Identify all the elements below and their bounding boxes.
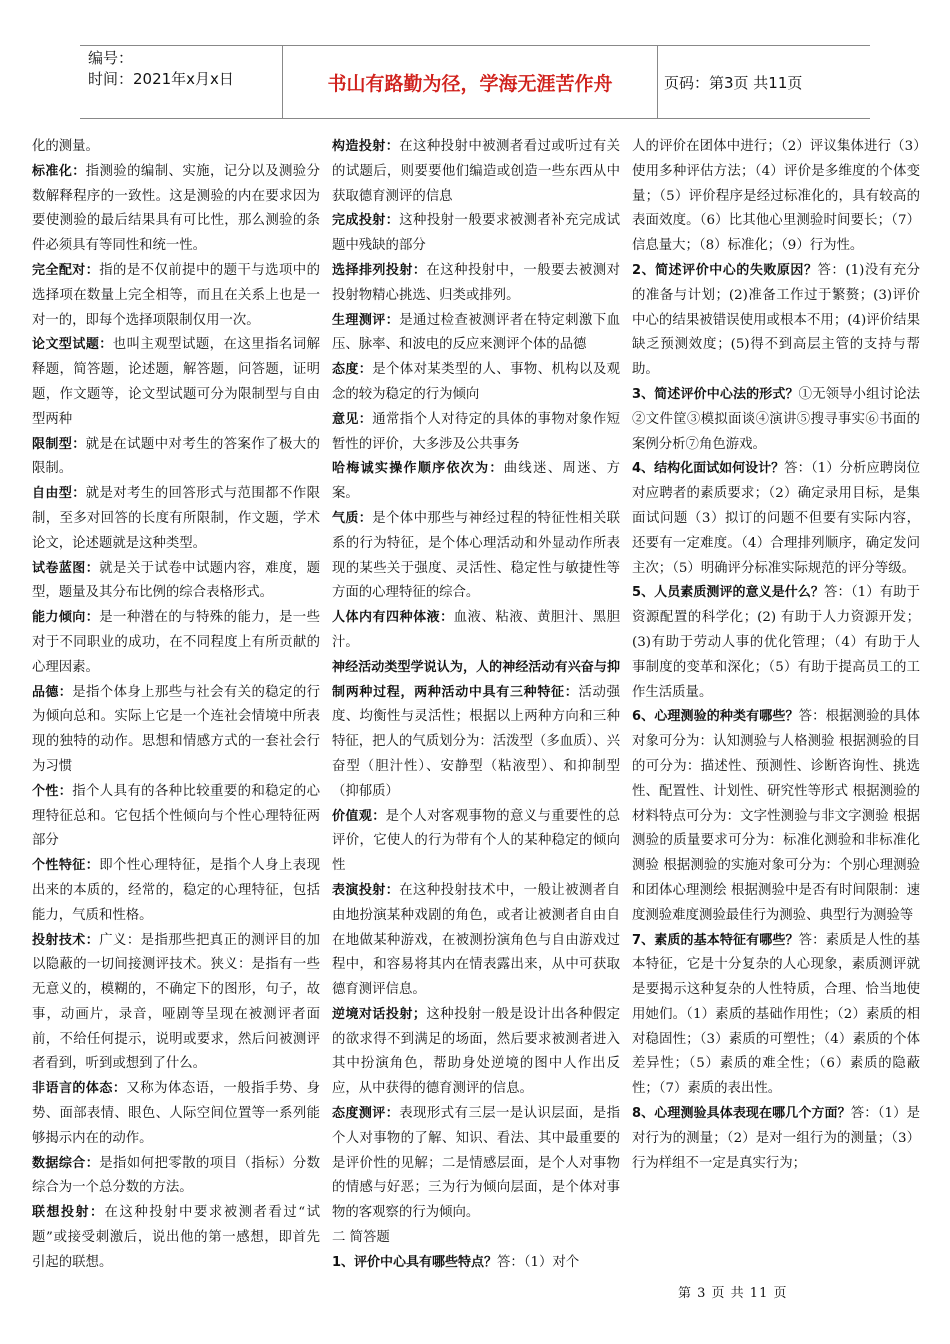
paragraph-text: 在这种投射中被测者看过或听过有关的试题后，则要要他们编造或创造一些东西从中获取德育测评的信息: [332, 139, 620, 204]
term-label: 1、评价中心具有哪些特点？: [332, 1254, 498, 1270]
paragraph-text: 是指如何把零散的项目（指标）分数综合为一个总分数的方法。: [32, 1155, 320, 1196]
paragraph: [332, 135, 620, 209]
term-label: 能力倾向：: [32, 610, 100, 626]
paragraph: [32, 333, 320, 432]
paragraph: [332, 1251, 620, 1276]
header-meta: [88, 46, 286, 120]
paragraph: [32, 929, 320, 1078]
document-header: [80, 45, 870, 119]
paragraph-text: 在这种投射技术中，一般让被测者自由地扮演某种戏剧的角色，或者让被测者自由自在地做某种游戏，在被测扮演角色与自由游戏过程中，和容易将其内在情表露出来，从中可获取德育测评信息。: [332, 882, 620, 998]
paragraph-text: 人的评价在团体中进行；（2）评议集体进行（3）使用多种评估方法；（4）评价是多维度的个体变量；（5）评价程序是经过标准化的，具有较高的表面效度。（6）比其他心里测验时间要长；（7）信息量大；（8）标准化；（9）行为性。: [632, 139, 920, 254]
paragraph: [32, 160, 320, 259]
term-label: 气质：: [332, 510, 373, 526]
term-label: 4、结构化面试如何设计？: [632, 461, 785, 477]
paragraph-text: 也叫主观型试题，在这里指名词解释题，简答题，论述题，解答题，问答题，证明题，作文题等，论文型试题可分为限制型与自由型两种: [32, 337, 320, 427]
paragraph-text: 答：（1）分析应聘岗位对应聘者的素质要求；（2）确定录用目标，是集面试问题（3）拟订的问题不但要有实际内容，还要有一定难度。（4）合理排列顺序，确定发问主次；（5）明确评分标准实际规范的评分等级。: [632, 461, 920, 576]
paragraph-text: 答：根据测验的具体对象可分为：认知测验与人格测验 根据测验的目的可分为：描述性、预测性、诊断咨询性、挑选性、配置性、计划性、研究性等形式 根据测验的材料特点可分为：文字性测验与非文字测验 根据测验的质量要求可分为：标准化测验和非标准化测验 根据测验的实施对象可分为：个别心理测验和团体心理测绘 根据测验中是否有时间限制：速度测验难度测验最佳行为测验、典型行为测验等: [632, 709, 921, 923]
paragraph-text: 是通过检查被测评者在特定刺激下血压、脉率、和波电的反应来测评个体的品德: [332, 312, 620, 353]
term-label: 8、心理测验具体表现在哪几个方面？: [632, 1106, 851, 1122]
paragraph-text: 在这种投射中要求被测者看过“试题”或接受刺激后，说出他的第一感想，即首先引起的联想。: [32, 1205, 320, 1270]
paragraph: [332, 408, 620, 458]
paragraph-text: ①无领导小组讨论法②文件筐③模拟面谈④演讲⑤搜寻事实⑥书面的案例分析⑦角色游戏。: [632, 386, 921, 452]
paragraph-text: 是个体中那些与神经过程的特征性相关联系的行为特征，是个体心理活动和外显动作所表现的某些关于强度、灵活性、稳定性与敏捷性等方面的心理特征的综合。: [332, 510, 620, 601]
header-motto: 书山有路勤为径，学海无涯苦作舟: [282, 46, 658, 118]
paragraph: [632, 135, 920, 259]
term-label: 限制型：: [32, 436, 86, 452]
paragraph-text: 这种投射一般是设计出各种假定的欲求得不到满足的场面，然后要求被测者进入其中扮演角色，帮助身处逆境的图中人作出反应，从中获得的德育测评的信息。: [332, 1006, 620, 1097]
paragraph-text: 指测验的编制、实施，记分以及测验分数解释程序的一致性。这是测验的内在要求因为要使测验的最后结果具有可比性，那么测验的条件必须具有等同性和统一性。: [32, 163, 320, 254]
paragraph: [632, 929, 920, 1103]
paragraph: [632, 705, 920, 928]
paragraph-text: 答：素质是人性的基本特征，它是十分复杂的人心现象，素质测评就是要揭示这种复杂的人性特质，合理、恰当地使用她们。（1）素质的基础作用性；（2）素质的相对稳固性；（3）素质的可塑性；（4）素质的个体差异性；（5）素质的难全性；（6）素质的隐蔽性；（7）素质的表出性。: [632, 932, 921, 1097]
text-column-3: [632, 135, 920, 1176]
paragraph: [32, 557, 320, 607]
paragraph-text: 这种投射一般要求被测者补充完成试题中残缺的部分: [332, 213, 620, 254]
term-label: 论文型试题：: [32, 337, 113, 353]
paragraph: [32, 606, 320, 680]
paragraph-text: 又称为体态语，一般指手势、身势、面部表情、眼色、人际空间位置等一系列能够揭示内在的动作。: [32, 1081, 320, 1146]
term-label: 态度测评：: [332, 1106, 400, 1122]
number-label: 编号：: [88, 49, 134, 67]
term-label: 品德：: [32, 684, 73, 700]
paragraph: [32, 259, 320, 333]
paragraph-text: 答：（1）对个: [497, 1254, 580, 1270]
paragraph-text: 答：（1）是对行为的测量；（2）是对一组行为的测量；（3）行为样组不一定是真实行为；: [632, 1106, 921, 1171]
paragraph: [32, 681, 320, 780]
paragraph: [332, 259, 620, 309]
term-label: 7、素质的基本特征有哪些？: [632, 932, 799, 948]
paragraph: [332, 879, 620, 1003]
paragraph-text: 活动强度、均衡性与灵活性；根据以上两种方向和三种特征，把人的气质划分为：活泼型（多血质）、兴奋型（胆汁性）、安静型（粘液型）、和抑制型（抑郁质）: [332, 684, 620, 799]
paragraph: [332, 309, 620, 359]
paragraph-text: 就是在试题中对考生的答案作了极大的限制。: [32, 436, 320, 477]
paragraph: [32, 1077, 320, 1151]
header-page-label: 页码：第3页 共11页: [664, 73, 803, 92]
paragraph-text: 指的是不仅前提中的题干与选项中的选择项在数量上完全相等，而且在关系上也是一对一的，即每个选择项限制仅用一次。: [32, 262, 320, 328]
paragraph: [32, 1152, 320, 1202]
term-label: 标准化：: [32, 163, 86, 179]
paragraph-text: 指个人具有的各种比较重要的和稳定的心理特征总和。它包括个性倾向与个性心理特征两部分: [32, 783, 320, 849]
term-label: 构造投射：: [332, 139, 400, 154]
term-label: 价值观：: [332, 808, 386, 824]
paragraph: [332, 656, 620, 805]
paragraph-text: 就是对考生的回答形式与范围都不作限制，至多对回答的长度有所限制，作文题，学术论文，论述题就是这种类型。: [32, 486, 320, 551]
paragraph: [32, 854, 320, 928]
paragraph-text: 曲线迷、周迷、方案。: [332, 461, 620, 502]
term-label: 联想投射：: [32, 1205, 105, 1221]
paragraph: [332, 805, 620, 879]
term-label: 逆境对话投射；: [332, 1006, 426, 1022]
term-label: 完成投射：: [332, 213, 400, 229]
term-label: 5、人员素质测评的意义是什么？: [632, 585, 824, 601]
paragraph: [332, 457, 620, 507]
term-label: 个性特征：: [32, 858, 100, 874]
paragraph-text: 是个体对某类型的人、事物、机构以及观念的较为稳定的行为倾向: [332, 362, 620, 402]
paragraph: [32, 780, 320, 854]
term-label: 态度：: [332, 362, 373, 378]
paragraph-text: 广义：是指那些把真正的测评目的加以隐蔽的一切间接测评技术。狭义：是指有一些无意义的，模糊的，不确定下的图形，句子，故事，动画片，录音，哑剧等呈现在被测评者面前，不给任何提示，说明或要求，然后问被测评者看到，听到或想到了什么。: [32, 932, 320, 1072]
term-label: 生理测评：: [332, 312, 400, 328]
paragraph: [32, 135, 320, 160]
term-label: 6、心理测验的种类有哪些？: [632, 709, 799, 725]
term-label: 完全配对：: [32, 262, 100, 278]
paragraph: [332, 358, 620, 408]
paragraph: [332, 1003, 620, 1102]
paragraph: [332, 606, 620, 656]
term-label: 个性：: [32, 783, 73, 799]
term-label: 投射技术：: [32, 932, 100, 948]
paragraph: [332, 1102, 620, 1226]
paragraph: [332, 507, 620, 606]
paragraph: [32, 433, 320, 483]
term-label: 哈梅诚实操作顺序依次为：: [332, 461, 504, 477]
paragraph-text: 是指个体身上那些与社会有关的稳定的行为倾向总和。实际上它是一个连社会情境中所表现的独特的动作。思想和情感方式的一套社会行为习惯: [32, 684, 320, 774]
paragraph: [632, 383, 920, 457]
term-label: 自由型：: [32, 486, 86, 502]
paragraph: [632, 259, 920, 383]
paragraph-text: 即个性心理特征，是指个人身上表现出来的本质的，经常的，稳定的心理特征，包括能力，气质和性格。: [32, 858, 320, 923]
paragraph: [632, 581, 920, 705]
term-label: 表演投射：: [332, 882, 400, 898]
paragraph-text: 二 简答题: [332, 1230, 390, 1246]
term-label: 数据综合：: [32, 1155, 100, 1171]
term-label: 神经活动类型学说认为，人的神经活动有兴奋与抑制两种过程，两种活动中具有三种特征：: [332, 659, 620, 700]
paragraph-text: 通常指个人对待定的具体的事物对象作短暂性的评价，大多涉及公共事务: [332, 411, 620, 452]
term-label: 试卷蓝图：: [32, 560, 100, 576]
paragraph-text: 表现形式有三层一是认识层面，是指个人对事物的了解、知识、看法、其中最重要的是评价性的见解；二是情感层面，是个人对事物的情感与好恶；三为行为倾向层面，是个体对事物的客观察的行为倾向。: [332, 1106, 620, 1221]
paragraph-text: 是一种潜在的与特殊的能力，是一些对于不同职业的成功，在不同程度上有所贡献的心理因素。: [32, 610, 320, 675]
paragraph-text: 在这种投射中，一般要去被测对投射物精心挑选、归类或排列。: [332, 262, 620, 303]
term-label: 选择排列投射：: [332, 262, 427, 278]
paragraph-text: 化的测量。: [32, 139, 99, 154]
term-label: 人体内有四种体液：: [332, 610, 454, 626]
paragraph: [632, 1102, 920, 1176]
paragraph: [332, 209, 620, 259]
paragraph-text: 是个人对客观事物的意义与重要性的总评价，它使人的行为带有个人的某种稳定的倾向性: [332, 808, 620, 874]
text-column-1: [32, 135, 320, 1276]
term-label: 非语言的体态：: [32, 1081, 127, 1097]
page-footer: 第 3 页 共 11 页: [678, 1286, 788, 1301]
date-label: 时间：2021年x月x日: [88, 70, 234, 88]
term-label: 意见：: [332, 411, 373, 427]
paragraph-text: 就是关于试卷中试题内容，难度，题型，题量及其分布比例的综合表格形式。: [32, 560, 320, 601]
paragraph: [32, 482, 320, 556]
text-column-2: [332, 135, 620, 1276]
term-label: 2、简述评价中心的失败原因？: [632, 262, 818, 278]
paragraph-text: 答：（1）有助于资源配置的科学化；(2) 有助于人力资源开发；(3)有助于劳动人事的优化管理；（4）有助于人事制度的变革和深化；（5）有助于提高员工的工作生活质量。: [632, 585, 920, 700]
paragraph: [632, 457, 920, 581]
paragraph-text: 答：(1)没有充分的准备与计划；(2)准备工作过于繁赘；(3)评价中心的结果被错误使用或根本不用；(4)评价结果缺乏预测效度；(5)得不到高层主管的支持与帮助。: [632, 262, 921, 378]
paragraph: [332, 1226, 620, 1251]
term-label: 3、简述评价中心法的形式？: [632, 386, 799, 402]
paragraph: [32, 1201, 320, 1275]
paragraph-text: 血液、粘液、黄胆汁、黑胆汁。: [332, 610, 620, 650]
